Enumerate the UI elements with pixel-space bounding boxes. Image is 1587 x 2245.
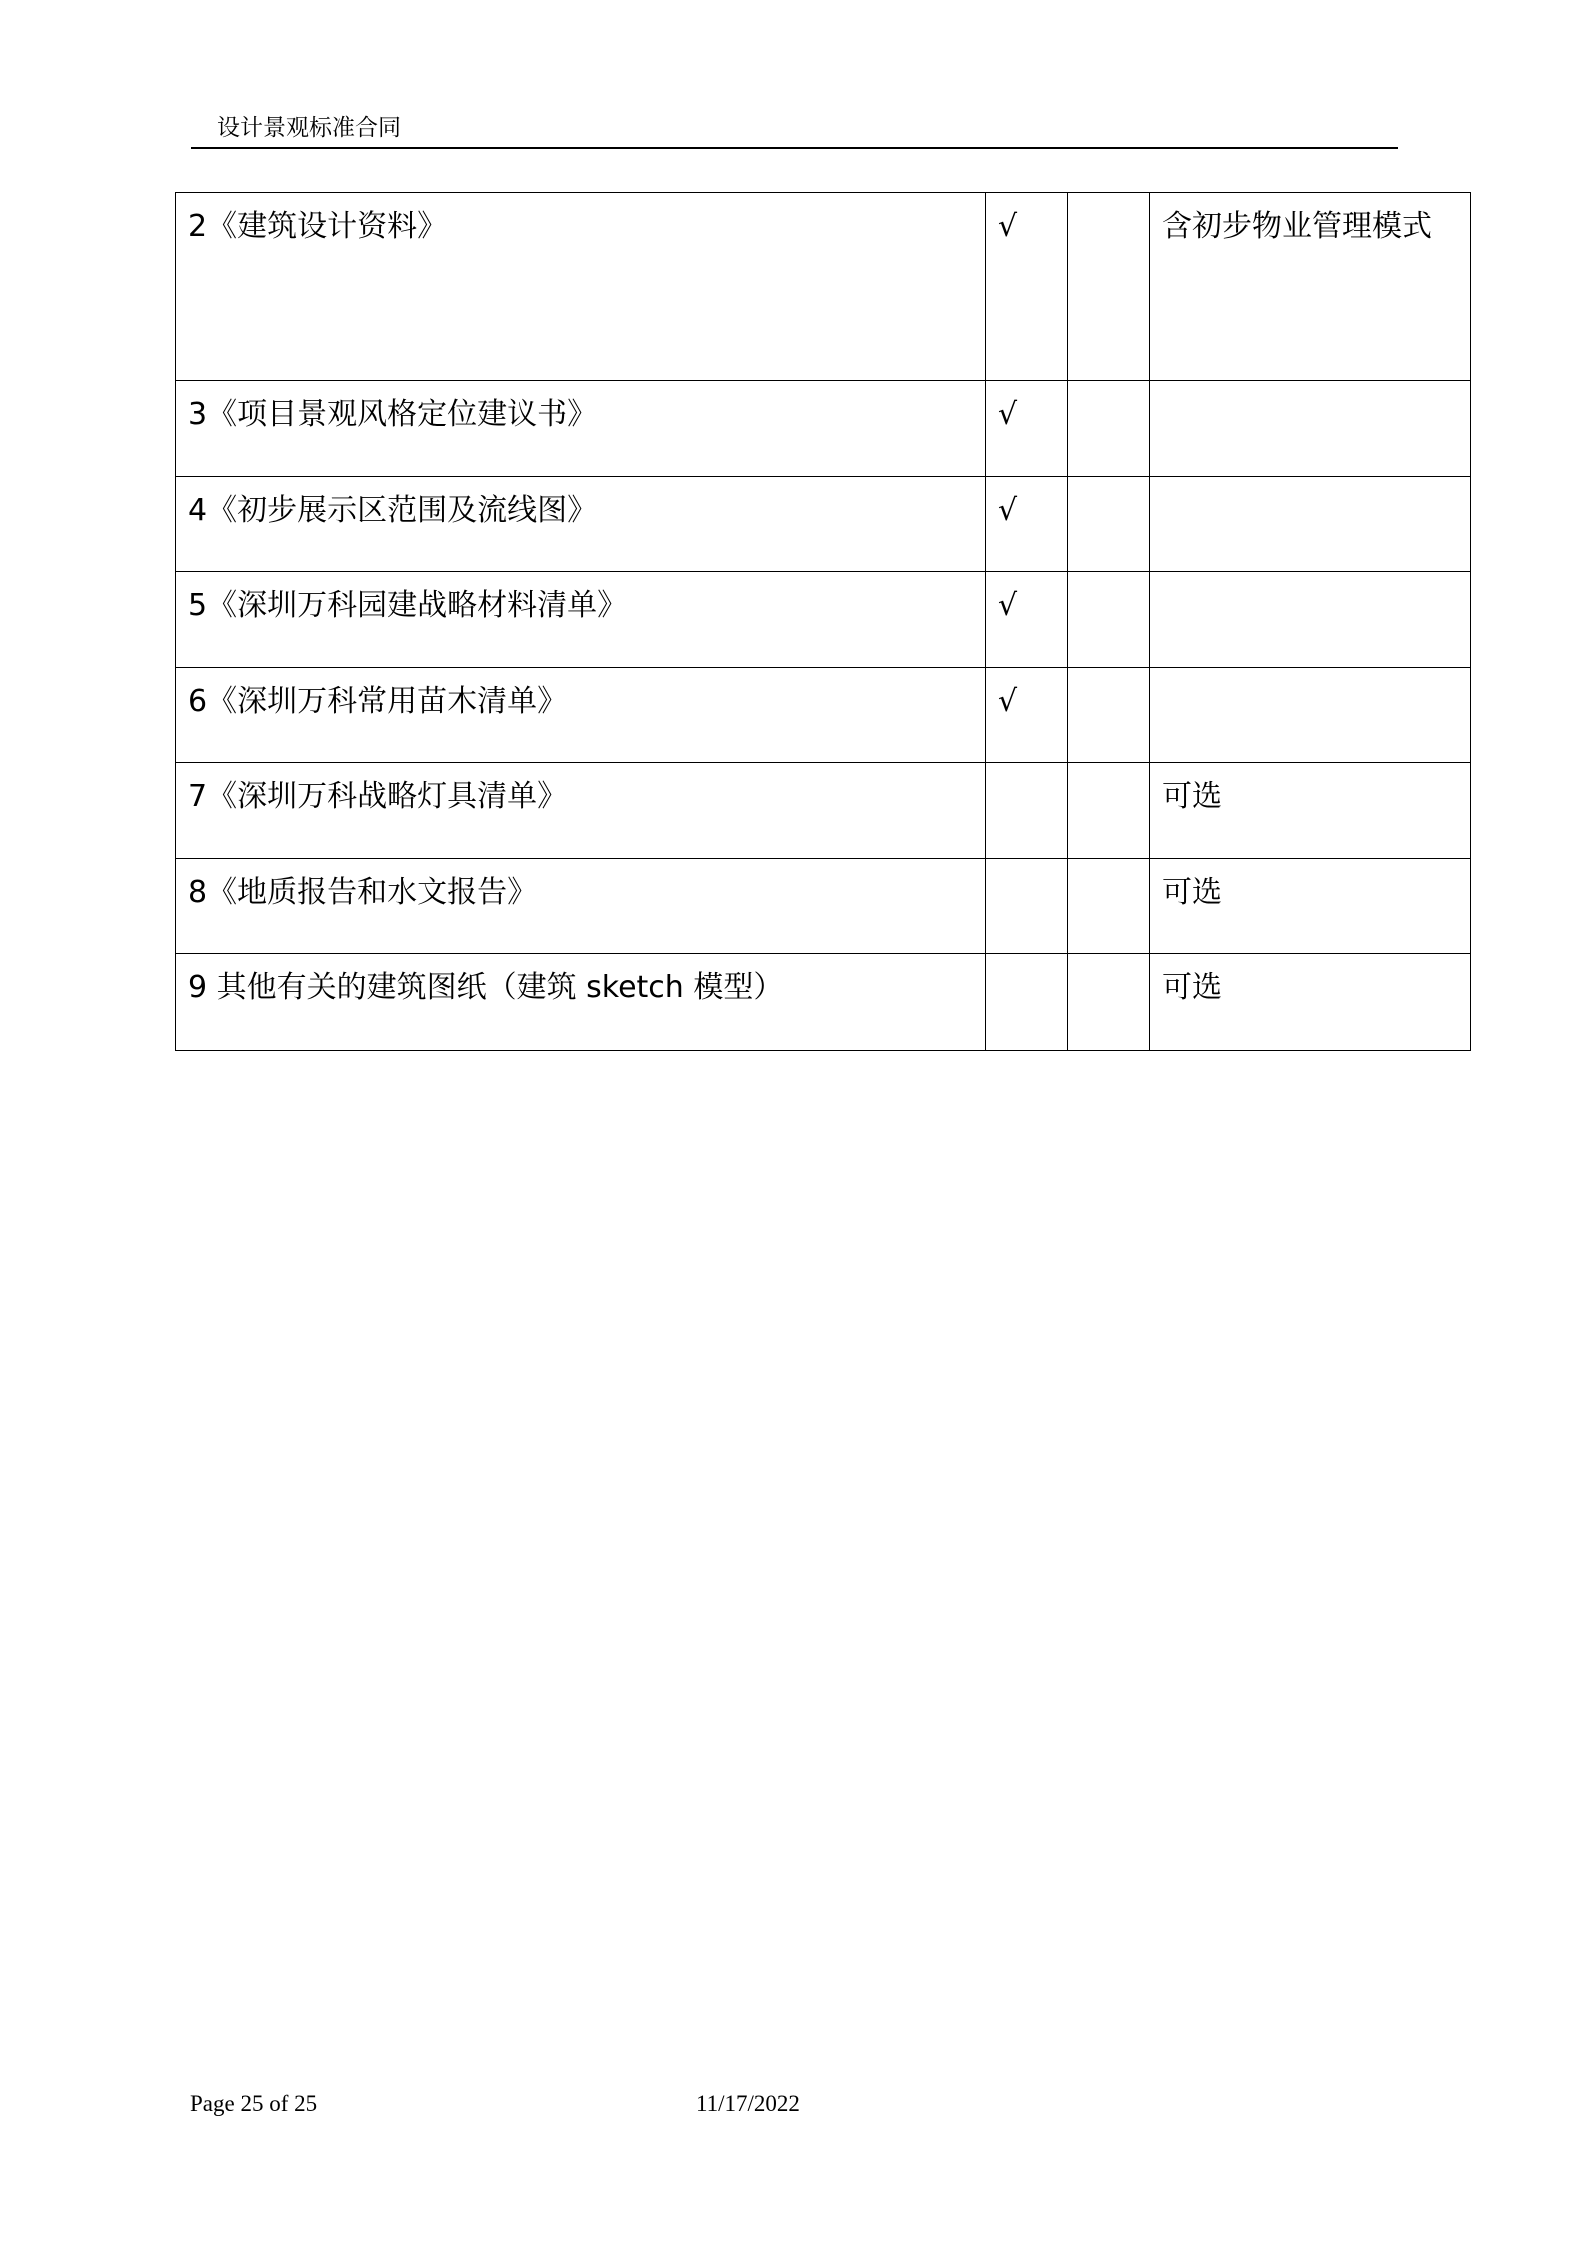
empty-check-cell [1068,859,1150,954]
row-item-cell: 6《深圳万科常用苗木清单》 [176,668,986,763]
remark-cell [1150,477,1471,572]
table-row [176,763,1471,859]
table-row [176,381,1471,477]
empty-check-cell [1068,668,1150,763]
row-item-cell: 3《项目景观风格定位建议书》 [176,381,986,477]
empty-check-cell [1068,381,1150,477]
footer-date: 11/17/2022 [696,2091,800,2116]
row-item-cell: 9 其他有关的建筑图纸（建筑 sketch 模型） [176,954,986,1051]
remark-cell [1150,668,1471,763]
empty-check-cell [1068,477,1150,572]
empty-check-cell [1068,193,1150,381]
table-row [176,859,1471,954]
provided-check-cell: √ [986,477,1068,572]
remark-cell [1150,572,1471,668]
provided-check-cell [986,859,1068,954]
remark-cell: 可选 [1150,859,1471,954]
table-row [176,572,1471,668]
table-row [176,193,1471,381]
provided-check-cell: √ [986,572,1068,668]
remark-cell: 可选 [1150,954,1471,1051]
provided-check-cell [986,763,1068,859]
provided-check-cell [986,954,1068,1051]
row-item-cell: 8《地质报告和水文报告》 [176,859,986,954]
remark-cell: 可选 [1150,763,1471,859]
empty-check-cell [1068,572,1150,668]
provided-check-cell: √ [986,381,1068,477]
row-item-cell: 5《深圳万科园建战略材料清单》 [176,572,986,668]
remark-cell [1150,381,1471,477]
row-item-cell: 4《初步展示区范围及流线图》 [176,477,986,572]
empty-check-cell [1068,763,1150,859]
remark-cell: 含初步物业管理模式 [1150,193,1471,381]
row-item-cell: 7《深圳万科战略灯具清单》 [176,763,986,859]
header-divider [191,147,1398,149]
row-item-cell: 2《建筑设计资料》 [176,193,986,381]
provided-check-cell: √ [986,193,1068,381]
footer-page-number: Page 25 of 25 [190,2091,318,2116]
table-row [176,668,1471,763]
materials-table [175,192,1471,1051]
table-row [176,477,1471,572]
page-header-title: 设计景观标准合同 [217,115,401,141]
provided-check-cell: √ [986,668,1068,763]
table-row [176,954,1471,1051]
empty-check-cell [1068,954,1150,1051]
